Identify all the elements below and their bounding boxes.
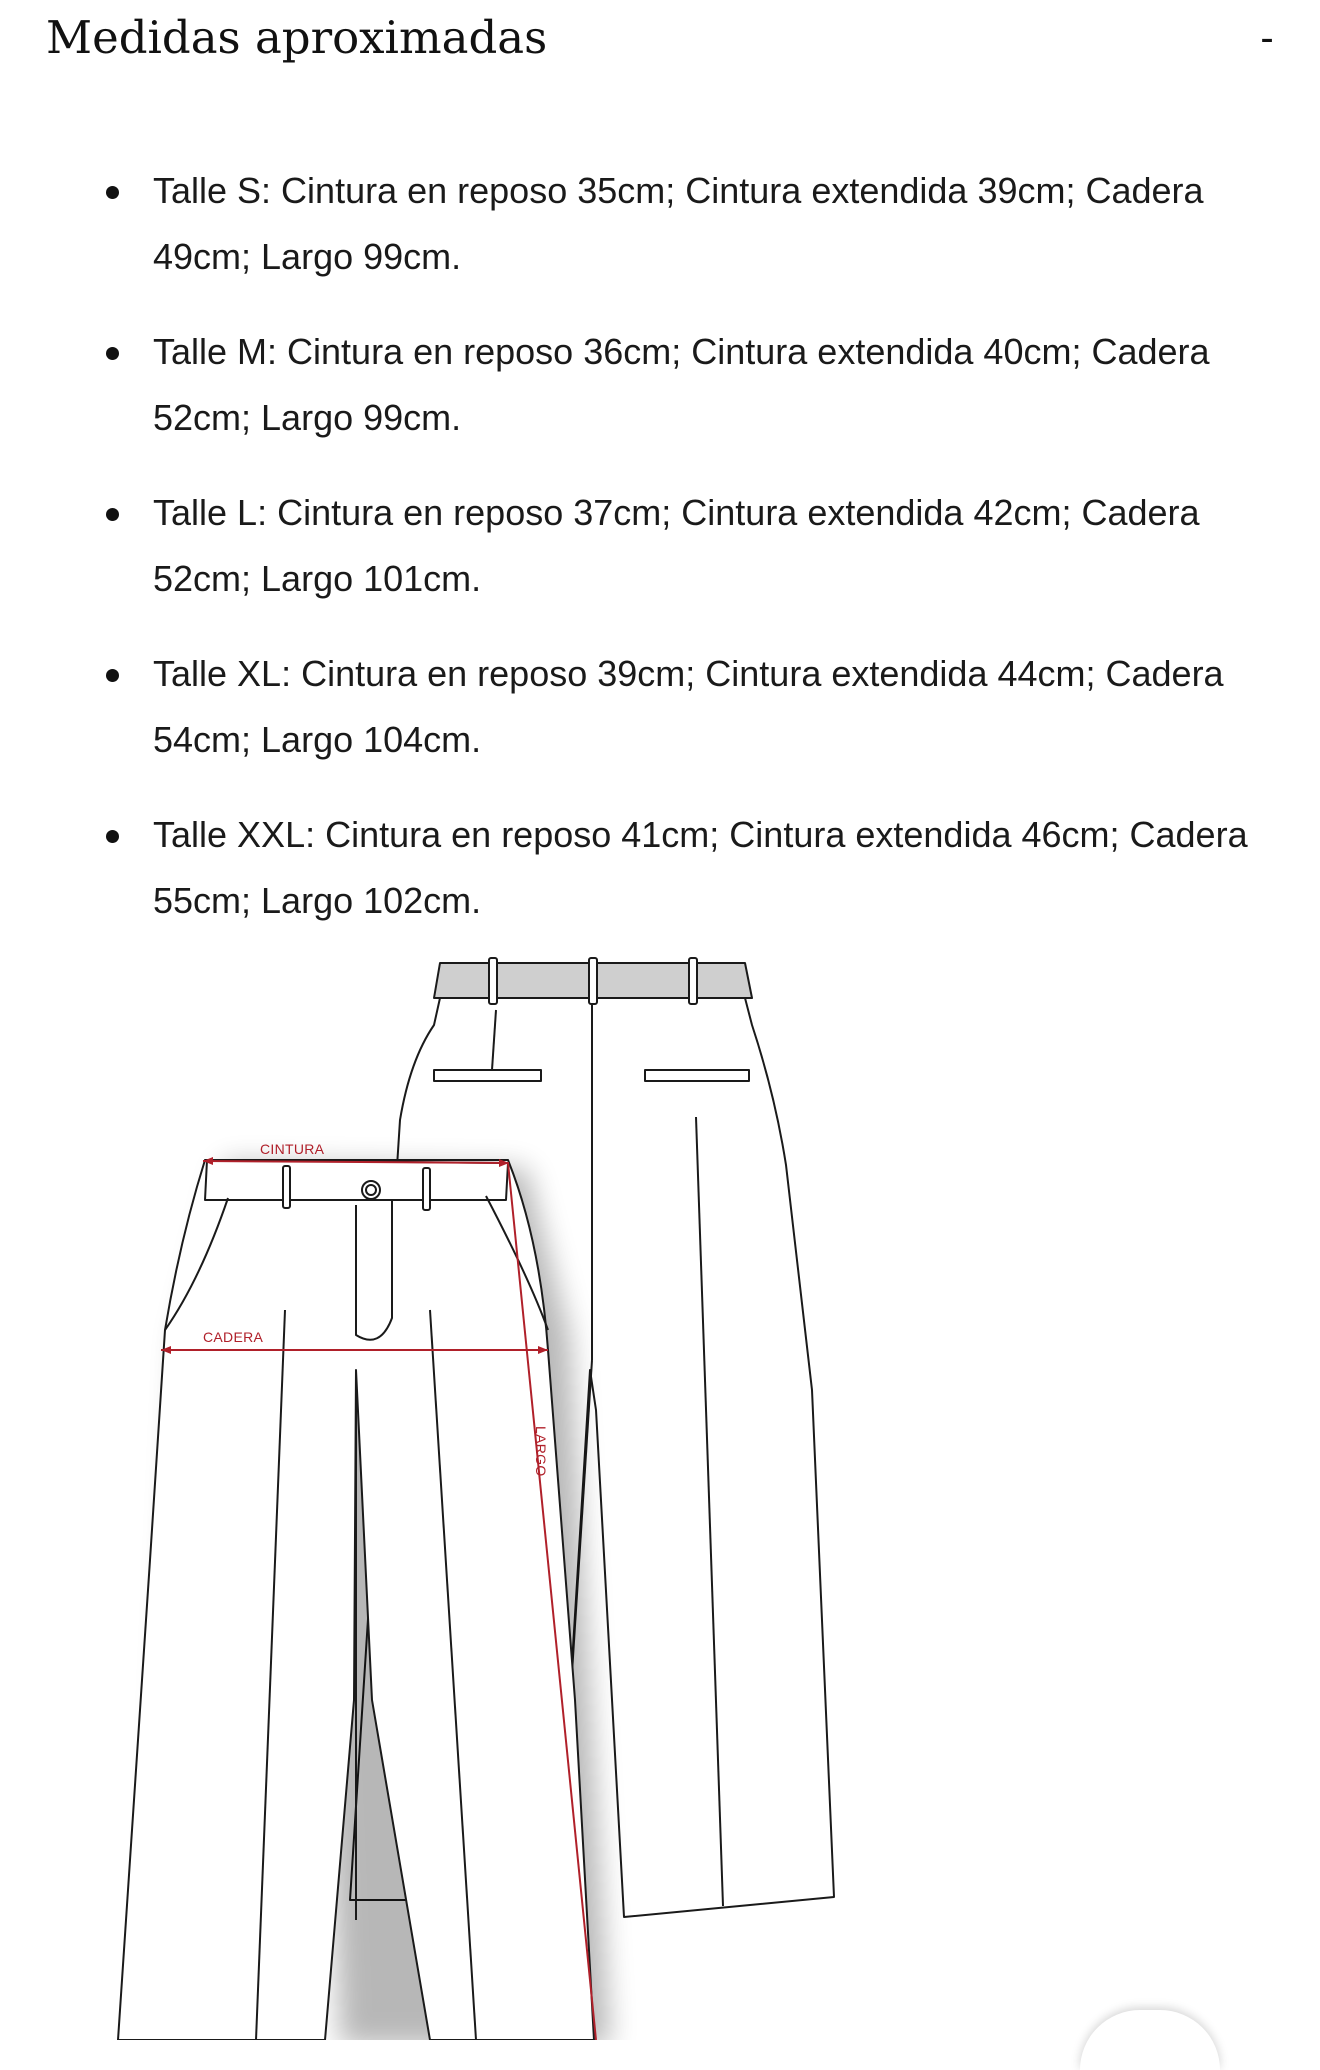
pants-diagram-svg [0, 950, 1320, 2040]
size-item-xxl [0, 802, 1283, 934]
size-item-m [0, 319, 1283, 451]
size-measurements-list [0, 158, 1320, 963]
size-item-l [0, 480, 1283, 612]
bullet-icon [106, 508, 119, 521]
accordion-title: Medidas aproximadas [46, 11, 548, 64]
collapse-icon[interactable]: - [1260, 16, 1274, 60]
size-item-text: Talle XXL: Cintura en reposo 41cm; Cintura extendida 46cm; Cadera 55cm; Largo 102cm. [153, 814, 1248, 921]
size-item-xl [0, 641, 1283, 773]
back-pocket-left [434, 1070, 541, 1081]
size-item-text: Talle L: Cintura en reposo 37cm; Cintura extendida 42cm; Cadera 52cm; Largo 101cm. [153, 492, 1200, 599]
back-pocket-right [645, 1070, 749, 1081]
size-item-text: Talle M: Cintura en reposo 36cm; Cintura extendida 40cm; Cadera 52cm; Largo 99cm. [153, 331, 1210, 438]
size-item-text: Talle S: Cintura en reposo 35cm; Cintura extendida 39cm; Cadera 49cm; Largo 99cm. [153, 170, 1204, 277]
bullet-icon [106, 347, 119, 360]
size-item-text: Talle XL: Cintura en reposo 39cm; Cintura extendida 44cm; Cadera 54cm; Largo 104cm. [153, 653, 1224, 760]
waist-label: CINTURA [260, 1141, 325, 1157]
accordion-header-medidas[interactable] [0, 0, 1320, 90]
size-item-s [0, 158, 1283, 290]
pants-measurement-diagram [0, 950, 1320, 2040]
front-waistband [205, 1160, 508, 1200]
bullet-icon [106, 186, 119, 199]
bullet-icon [106, 669, 119, 682]
hip-label: CADERA [203, 1329, 264, 1345]
front-pants-drawing [118, 1160, 594, 2040]
length-label: LARGO [533, 1426, 549, 1477]
bullet-icon [106, 830, 119, 843]
